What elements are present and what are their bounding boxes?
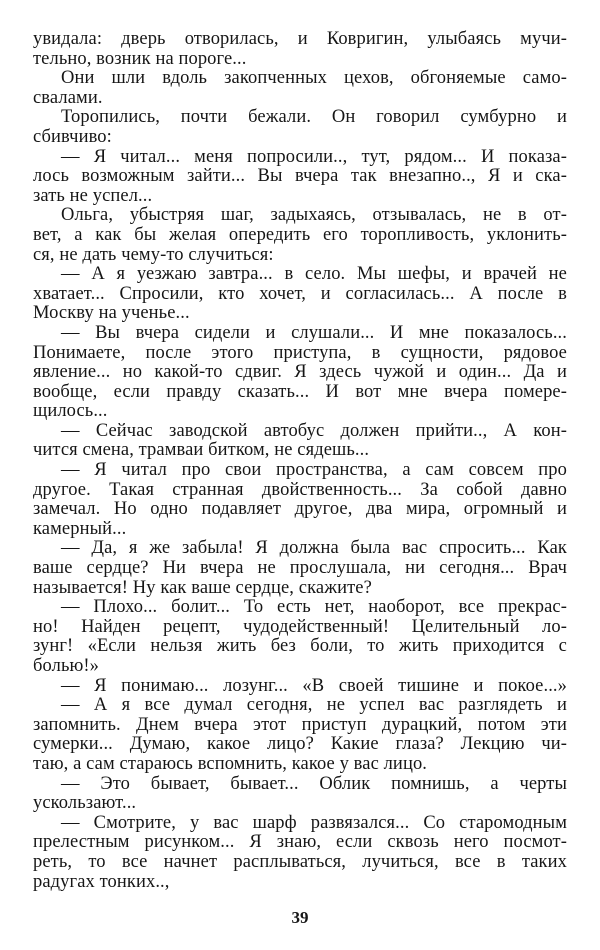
text-line: — Это бывает, бывает... Облик помнишь, а черты	[61, 773, 567, 794]
text-line: тельно, возник на пороге...	[33, 48, 247, 69]
text-line: лось возможным зайти... Вы вчера так внезапно.., Я и ска-	[33, 166, 567, 187]
text-line: — Я понимаю... лозунг... «В своей тишине и покое...»	[61, 675, 567, 696]
text-line: Москву на ученье...	[33, 303, 190, 324]
text-line: камерный...	[33, 518, 127, 539]
text-line: но! Найден рецепт, чудодейственный! Целительный ло-	[33, 616, 567, 637]
text-line: увидала: дверь отворилась, и Ковригин, улыбаясь мучи-	[33, 29, 567, 49]
text-line: чится смена, трамваи битком, не сядешь...	[33, 440, 370, 461]
text-line: ускользают...	[33, 793, 137, 814]
text-line: Ольга, убыстряя шаг, задыхаясь, отзывалась, не в от-	[61, 205, 567, 226]
page-number: 39	[291, 908, 309, 927]
text-line: — А я уезжаю завтра... в село. Мы шефы, и врачей не	[61, 264, 567, 285]
text-line: реть, то все начнет расплываться, лучиться, все в таких	[33, 851, 567, 872]
text-line: сбивчиво:	[33, 126, 112, 147]
text-line: — Смотрите, у вас шарф развязался... Со старомодным	[61, 812, 567, 833]
text-line: — Да, я же забыла! Я должна была вас спросить... Как	[61, 538, 567, 559]
text-line: ваше сердце? Ни вчера не прослушала, ни сегодня... Врач	[33, 558, 567, 579]
text-line: ся, не дать чему-то случиться:	[33, 244, 274, 265]
text-line: — А я все думал сегодня, не успел вас разглядеть и	[61, 695, 567, 716]
text-line: прелестным рисунком... Я знаю, если сквозь него посмот-	[33, 832, 567, 853]
text-line: вет, а как бы желая опередить его торопливость, уклонить-	[33, 224, 567, 245]
text-line: болью!»	[33, 656, 100, 676]
text-line: свалами.	[33, 87, 103, 108]
text-line: Торопились, почти бежали. Он говорил сумбурно и	[61, 107, 567, 128]
text-line: — Вы вчера сидели и слушали... И мне показалось...	[61, 322, 567, 343]
text-line: щилось...	[33, 401, 108, 422]
text-line: Понимаете, после этого приступа, в сущности, рядовое	[33, 342, 567, 363]
text-line: — Плохо... болит... То есть нет, наоборот, все прекрас-	[61, 597, 567, 618]
text-line: зунг! «Если нельзя жить без боли, то жить приходится с	[33, 636, 567, 657]
text-line: радугах тонких..,	[33, 871, 170, 892]
page-body-text	[33, 30, 567, 892]
text-line: таю, а сам стараюсь вспомнить, какое у вас лицо.	[33, 753, 428, 774]
text-line: другое. Такая странная двойственность... За собой давно	[33, 479, 567, 500]
text-line: — Сейчас заводской автобус должен прийти.., А кон-	[61, 420, 567, 441]
text-line: — Я читал... меня попросили.., тут, рядом... И показа-	[61, 146, 567, 167]
text-line: сумерки... Думаю, какое лицо? Какие глаза? Лекцию чи-	[33, 734, 567, 755]
text-line: замечал. Но одно подавляет другое, два мира, огромный и	[33, 499, 567, 520]
text-line: Они шли вдоль закопченных цехов, обгоняемые само-	[61, 68, 567, 89]
text-line: зать не успел...	[33, 185, 153, 206]
text-line: — Я читал про свои пространства, а сам совсем про	[61, 460, 567, 481]
text-line: вообще, если правду сказать... И вот мне вчера помере-	[33, 381, 567, 402]
text-line: называется! Ну как ваше сердце, скажите?	[33, 577, 372, 598]
text-line: хватает... Спросили, кто хочет, и согласилась... А после в	[33, 283, 567, 304]
text-line: запомнить. Днем вчера этот приступ дурацкий, потом эти	[33, 714, 567, 735]
text-line: явление... но какой-то сдвиг. Я здесь чужой и один... Да и	[33, 362, 567, 383]
